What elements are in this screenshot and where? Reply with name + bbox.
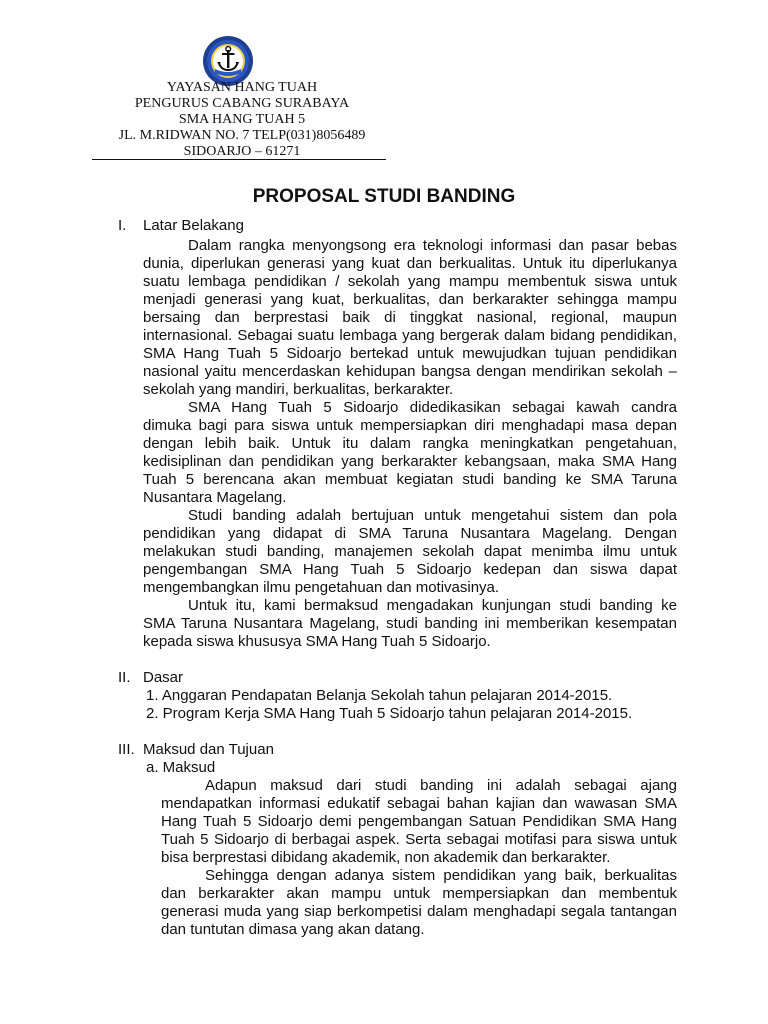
paragraph-line: dengan lebih baik. Untuk itu dalam rangka meningkatkan pengetahuan,: [143, 435, 677, 452]
letterhead-city: SIDOARJO – 61271: [183, 144, 301, 159]
paragraph-line: Tuah 5 Sidoarjo di berbagai aspek. Serta sebagai motifasi para siswa untuk: [161, 831, 677, 848]
paragraph-line: Sehingga dengan adanya sistem pendidikan yang baik, berkualitas: [205, 867, 677, 884]
letterhead-school: SMA HANG TUAH 5: [178, 112, 306, 127]
paragraph-line: kepada siswa khususya SMA Hang Tuah 5 Sidoarjo.: [143, 633, 491, 650]
paragraph-line: dunia, diperlukan generasi yang kuat dan berkualitas. Untuk itu diperlukanya: [143, 255, 677, 272]
paragraph-line: Nusantara Magelang.: [143, 489, 287, 506]
paragraph-line: nasional yaitu mencerdaskan kehidupan bangsa dengan mendirikan sekolah –: [143, 363, 677, 380]
paragraph-line: internasional. Sebagai suatu lembaga yang bergerak dalam bidang pendidikan,: [143, 327, 677, 344]
paragraph-line: pengembangan SMA Hang Tuah 5 Sidoarjo kedepan dan siswa dapat: [143, 561, 677, 578]
paragraph-line: mengembangkan ilmu pengetahuan dan motivasinya.: [143, 579, 500, 596]
section-1-number: I.: [118, 217, 127, 234]
paragraph-line: SMA Hang Tuah 5 Sidoarjo bertekad untuk mewujudkan tujuan pendidikan: [143, 345, 677, 362]
paragraph-line: Untuk itu, kami bermaksud mengadakan kunjungan studi banding ke: [188, 597, 677, 614]
letterhead: [92, 80, 392, 160]
paragraph-line: Hang Tuah 5 Sidoarjo demi pengembangan Satuan Pendidikan SMA Hang: [161, 813, 677, 830]
paragraph-line: pendidikan yang didapat di SMA Taruna Nusantara Magelang. Dengan: [143, 525, 677, 542]
paragraph-line: bisa berprestasi dibidang akademik, non akademik dan berkarakter.: [161, 849, 611, 866]
paragraph-line: dimuka bagi para siswa untuk mempersiapkan diri menghadapi masa depan: [143, 417, 677, 434]
letterhead-foundation: YAYASAN HANG TUAH: [166, 80, 318, 95]
document-title: PROPOSAL STUDI BANDING: [252, 186, 516, 207]
letterhead-divider: [92, 159, 386, 160]
list-item: 2. Program Kerja SMA Hang Tuah 5 Sidoarjo tahun pelajaran 2014-2015.: [146, 705, 633, 722]
paragraph-line: bersaing dan berprestasi baik di tinggkat nasional, regional, maupun: [143, 309, 677, 326]
paragraph-line: kedisiplinan dan pendidikan yang berkarakter kebangsaan, maka SMA Hang: [143, 453, 677, 470]
section-2-number: II.: [118, 669, 131, 686]
subsection-label: a. Maksud: [146, 759, 216, 776]
paragraph-line: suatu lembaga pendidikan / sekolah yang mampu membentuk siswa untuk: [143, 273, 677, 290]
section-1-heading: Latar Belakang: [143, 217, 244, 234]
paragraph-line: dan tuntutan dimasa yang akan datang.: [161, 921, 425, 938]
paragraph-line: sekolah yang mandiri, berkualitas, berkarakter.: [143, 381, 454, 398]
paragraph-line: dan berkarakter akan mampu untuk mempersiapkan dan membentuk: [161, 885, 677, 902]
paragraph-line: SMA Taruna Nusantara Magelang, studi banding ini memberikan kesempatan: [143, 615, 677, 632]
paragraph-line: menjadi generasi yang kuat, berkualitas, dan berkarakter sehingga mampu: [143, 291, 677, 308]
section-3-heading: Maksud dan Tujuan: [143, 741, 274, 758]
letterhead-branch: PENGURUS CABANG SURABAYA: [134, 96, 350, 111]
section-2-heading: Dasar: [143, 669, 184, 686]
section-3-number: III.: [118, 741, 135, 758]
letterhead-address: JL. M.RIDWAN NO. 7 TELP(031)8056489: [118, 128, 366, 143]
paragraph-line: generasi muda yang siap berkompetisi dalam menghadapi segala tantangan: [161, 903, 677, 920]
paragraph-line: SMA Hang Tuah 5 Sidoarjo didedikasikan sebagai kawah candra: [188, 399, 677, 416]
paragraph-line: melakukan studi banding, manajemen sekolah dapat menimba ilmu untuk: [143, 543, 677, 560]
paragraph-line: Adapun maksud dari studi banding ini adalah sebagai ajang: [205, 777, 677, 794]
paragraph-line: Studi banding adalah bertujuan untuk mengetahui sistem dan pola: [188, 507, 677, 524]
paragraph-line: Dalam rangka menyongsong era teknologi informasi dan pasar bebas: [188, 237, 677, 254]
paragraph-line: mendapatkan informasi edukatif sebagai bahan kajian dan wawasan SMA: [161, 795, 677, 812]
paragraph-line: Tuah 5 berencana akan membuat kegiatan studi banding ke SMA Taruna: [143, 471, 677, 488]
list-item: 1. Anggaran Pendapatan Belanja Sekolah tahun pelajaran 2014-2015.: [146, 687, 613, 704]
